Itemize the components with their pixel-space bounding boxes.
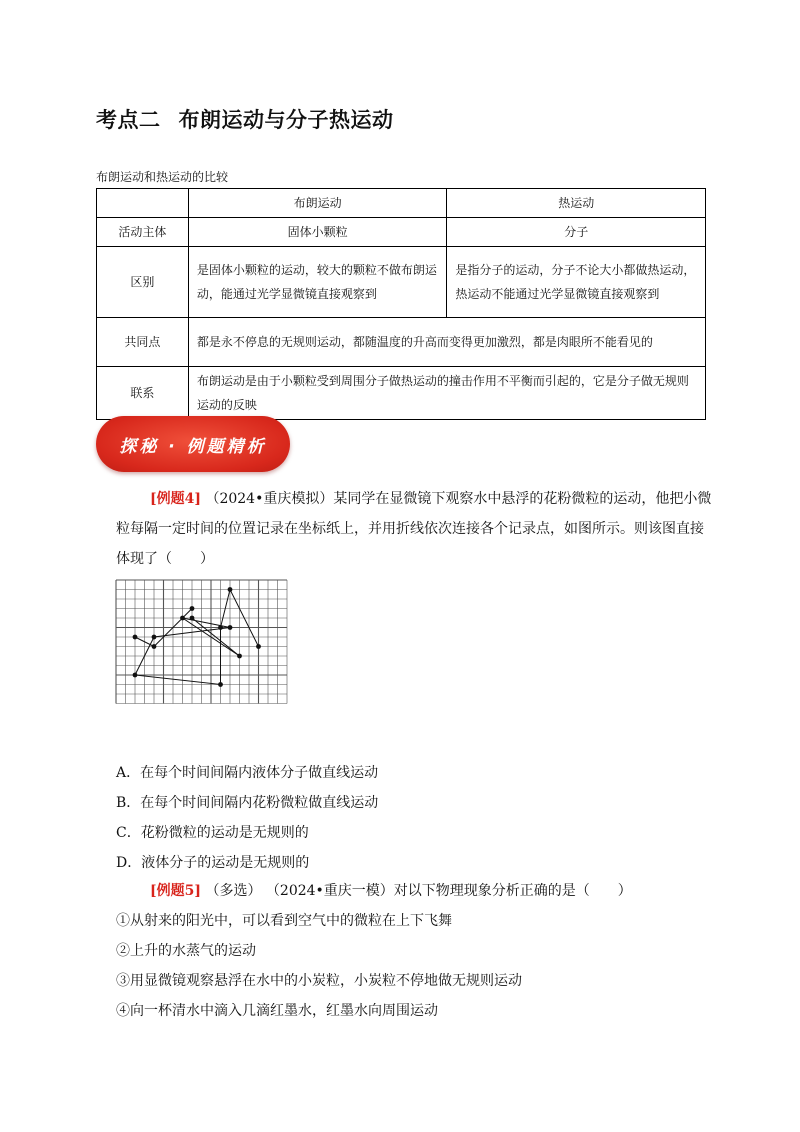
option-a[interactable]: A．在每个时间间隔内液体分子做直线运动 xyxy=(116,765,379,781)
header-cell-brownian: 布朗运动 xyxy=(188,189,447,218)
table-row xyxy=(97,247,706,318)
row-label: 活动主体 xyxy=(97,218,189,247)
position-point xyxy=(228,587,233,592)
comparison-table xyxy=(96,188,706,420)
example5-text: 对以下物理现象分析正确的是（ ） xyxy=(393,883,632,899)
cell-brownian: 固体小颗粒 xyxy=(188,218,447,247)
statement-4[interactable]: ④向一杯清水中滴入几滴红墨水，红墨水向周围运动 xyxy=(116,1003,438,1019)
row-label: 区别 xyxy=(97,247,189,318)
example5-question xyxy=(150,880,632,900)
example5-multi: （多选） xyxy=(205,883,262,899)
brownian-motion-figure xyxy=(114,578,288,736)
position-point xyxy=(152,644,157,649)
position-point xyxy=(190,616,195,621)
statement-2[interactable]: ②上升的水蒸气的运动 xyxy=(116,943,256,959)
example5-source: （2024•重庆一模） xyxy=(265,883,394,899)
cell-thermal: 是指分子的运动，分子不论大小都做热运动，热运动不能通过光学显微镜直接观察到 xyxy=(447,247,706,318)
example-banner: 探秘 · 例题精析 xyxy=(96,416,290,472)
cell-brownian: 是固体小颗粒的运动，较大的颗粒不做布朗运动，能通过光学显微镜直接观察到 xyxy=(188,247,447,318)
option-c[interactable]: C．花粉微粒的运动是无规则的 xyxy=(116,825,309,841)
table-row xyxy=(97,318,706,367)
position-point xyxy=(218,625,223,630)
example4-tag: [例题4] xyxy=(150,491,201,507)
position-point xyxy=(228,625,233,630)
table-row xyxy=(97,367,706,420)
table-caption: 布朗运动和热运动的比较 xyxy=(96,170,229,184)
example5-tag: [例题5] xyxy=(150,883,201,899)
position-point xyxy=(237,654,242,659)
example4-source: （2024•重庆模拟） xyxy=(205,491,334,507)
position-point xyxy=(133,673,138,678)
position-point xyxy=(152,635,157,640)
cell-thermal: 分子 xyxy=(447,218,706,247)
cell-merged: 都是永不停息的无规则运动，都随温度的升高而变得更加激烈，都是肉眼所不能看见的 xyxy=(188,318,705,367)
option-d[interactable]: D．液体分子的运动是无规则的 xyxy=(116,855,310,871)
option-b[interactable]: B．在每个时间间隔内花粉微粒做直线运动 xyxy=(116,795,379,811)
example4-question xyxy=(116,484,716,574)
statement-3[interactable]: ③用显微镜观察悬浮在水中的小炭粒，小炭粒不停地做无规则运动 xyxy=(116,973,522,989)
row-label: 联系 xyxy=(97,367,189,420)
section-label: 考点二 xyxy=(96,108,161,132)
header-cell-empty xyxy=(97,189,189,218)
position-point xyxy=(256,644,261,649)
table-header-row xyxy=(97,189,706,218)
position-point xyxy=(190,606,195,611)
section-heading xyxy=(96,104,394,134)
position-point xyxy=(133,635,138,640)
cell-merged: 布朗运动是由于小颗粒受到周围分子做热运动的撞击作用不平衡而引起的，它是分子做无规则运动的反映 xyxy=(188,367,705,420)
section-title: 布朗运动与分子热运动 xyxy=(178,108,394,132)
row-label: 共同点 xyxy=(97,318,189,367)
table-row xyxy=(97,218,706,247)
example4-text: 某同学在显微镜下观察水中悬浮的花粉微粒的运动，他把小微粒每隔一定时间的位置记录在坐标纸上，并用折线依次连接各个记录点，如图所示。则该图直接体现了（ ） xyxy=(116,491,712,567)
header-cell-thermal: 热运动 xyxy=(447,189,706,218)
position-point xyxy=(218,682,223,687)
statement-1[interactable]: ①从射来的阳光中，可以看到空气中的微粒在上下飞舞 xyxy=(116,913,452,929)
